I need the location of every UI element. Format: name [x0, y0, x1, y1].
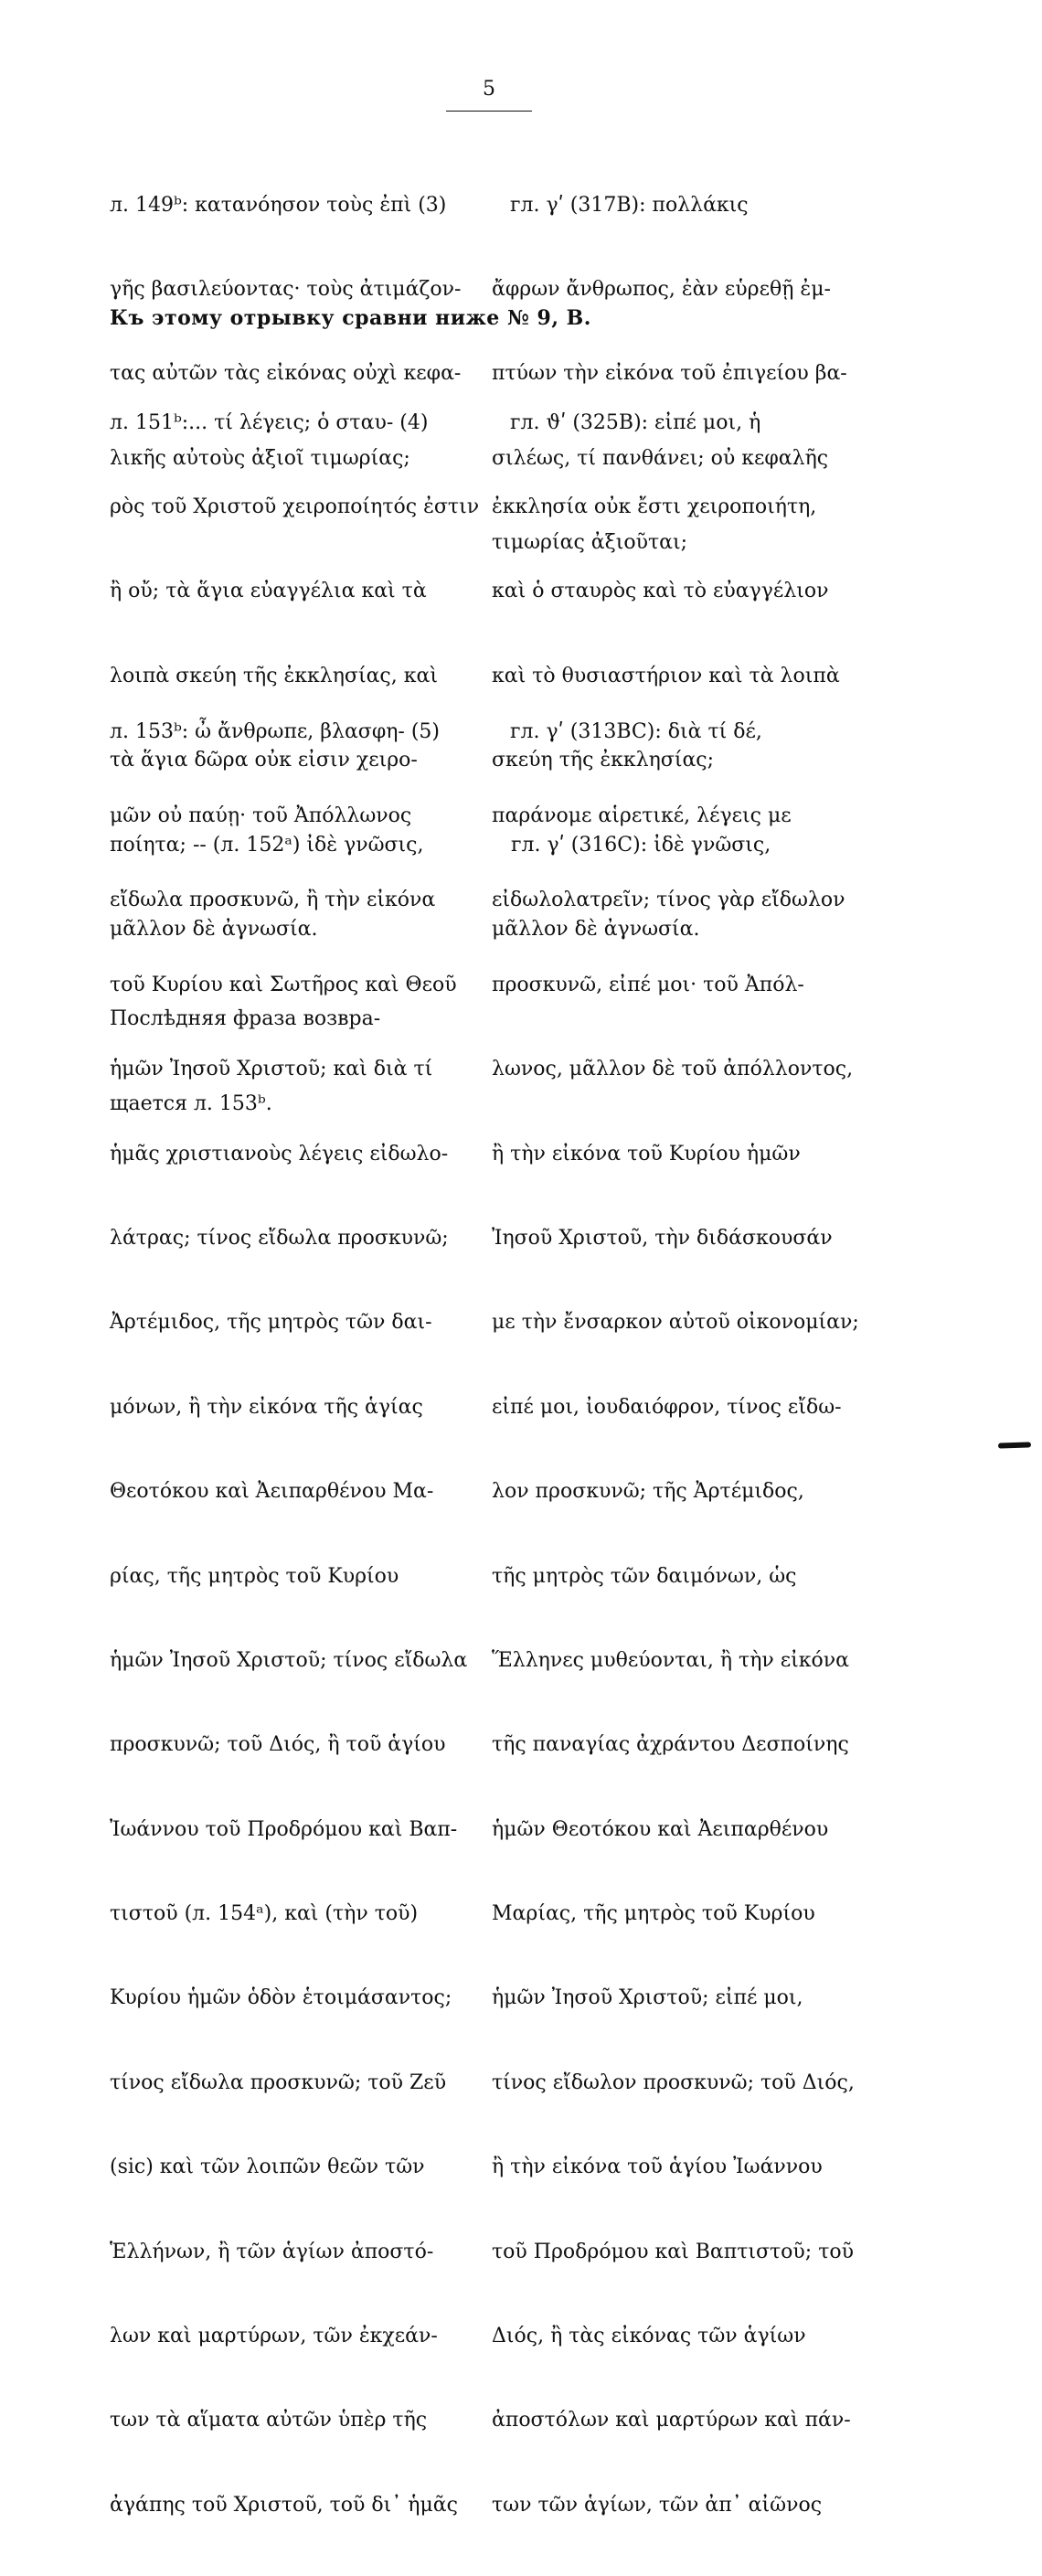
text-line: μόνων, ἢ τὴν εἰκόνα τῆς ἁγίας — [110, 1395, 423, 1419]
text-line: τῆς μητρὸς τῶν δαιμόνων, ὡς — [492, 1564, 797, 1588]
text-line: των τὰ αἵματα αὐτῶν ὑπὲρ τῆς — [110, 2409, 428, 2432]
text-line: γῆς βασιλεύοντας· τοὺς ἀτιμάζον- — [110, 277, 462, 301]
text-line: гл. γʹ (313BC): διὰ τί δέ, — [510, 719, 762, 743]
margin-ink-mark — [998, 1442, 1031, 1448]
text-line: σκεύη τῆς ἐκκλησίας; — [492, 749, 715, 772]
text-line: л. 149ᵇ: κατανόησον τοὺς ἐπὶ (3) — [110, 193, 447, 217]
text-line: λοιπὰ σκεύη τῆς ἐκκλησίας, καὶ — [110, 664, 438, 687]
text-line: τοῦ Προδρόμου καὶ Βαπτιστοῦ; τοῦ — [492, 2240, 854, 2263]
text-line: Διός, ἢ τὰς εἰκόνας τῶν ἁγίων — [492, 2325, 806, 2348]
text-line: гл. γʹ (316C): ἰδὲ γνῶσις, — [492, 833, 771, 857]
text-line: καὶ τὸ θυσιαστήριον καὶ τὰ λοιπὰ — [492, 664, 840, 687]
text-line: λον προσκυνῶ; τῆς Ἀρτέμιδος, — [492, 1480, 804, 1504]
text-line: ἡμᾶς χριστιανοὺς λέγεις εἰδωλο- — [110, 1142, 449, 1166]
text-line: ἢ οὔ; τὰ ἅγια εὐαγγέλια καὶ τὰ — [110, 580, 427, 603]
text-line: ποίητα; -- (л. 152ᵃ) ἰδὲ γνῶσις, — [110, 833, 424, 857]
text-line: ἡμῶν Θεοτόκου καὶ Ἀειπαρθένου — [492, 1817, 829, 1841]
text-line: προσκυνῶ, εἰπέ μοι· τοῦ Ἀπόλ- — [492, 973, 804, 996]
passage-5-right-column — [492, 662, 876, 2576]
text-line: Μαρίας, τῆς μητρὸς τοῦ Κυρίου — [492, 1902, 815, 1926]
text-line: ἡμῶν Ἰησοῦ Χριστοῦ; τίνος εἴδωλα — [110, 1648, 468, 1672]
text-line: τὰ ἅγια δῶρα οὐκ εἰσιν χειρο- — [110, 749, 418, 772]
text-line: εἰδωλολατρεῖν; τίνος γὰρ εἴδωλον — [492, 889, 845, 912]
passage-4-note-line: Послѣдняя фраза возвра- — [110, 1007, 381, 1031]
text-line: Ἰησοῦ Χριστοῦ, τὴν διδάσκουσάν — [492, 1226, 833, 1250]
page-number: 5 — [483, 78, 495, 101]
passage-3-cross-reference-note: Къ этому отрывку сравни ниже № 9, B. — [110, 306, 591, 330]
text-line: Ἕλληνες μυθεύονται, ἢ τὴν εἰκόνα — [492, 1648, 850, 1672]
text-line: ρὸς τοῦ Χριστοῦ χειροποίητός ἐστιν — [110, 495, 480, 518]
text-line: ἢ τὴν εἰκόνα τοῦ ἁγίου Ἰωάννου — [492, 2156, 823, 2179]
text-line: τίνος εἴδωλα προσκυνῶ; τοῦ Ζεῦ — [110, 2070, 447, 2094]
text-line: λικῆς αὐτοὺς ἀξιοῖ τιμωρίας; — [110, 446, 410, 470]
text-line: ἀποστόλων καὶ μαρτύρων καὶ πάν- — [492, 2409, 851, 2432]
text-line: λωνος, μᾶλλον δὲ τοῦ ἀπόλλοντος, — [492, 1058, 854, 1081]
text-line: εἴδωλα προσκυνῶ, ἢ τὴν εἰκόνα — [110, 889, 436, 912]
text-line: л. 153ᵇ: ὦ ἄνθρωπε, βλασφη- (5) — [110, 719, 440, 743]
text-line: μᾶλλον δὲ ἀγνωσία. — [110, 917, 318, 941]
text-line: ἀγάπης τοῦ Χριστοῦ, τοῦ δι᾽ ἡμᾶς — [110, 2493, 458, 2517]
passage-5 — [110, 662, 876, 2517]
text-line: τιστοῦ (л. 154ᵃ), καὶ (τὴν τοῦ) — [110, 1902, 419, 1926]
text-line: ἐκκλησία οὐκ ἔστι χειροποιήτη, — [492, 495, 817, 518]
text-line: παράνομε αἱρετικέ, λέγεις με — [492, 804, 792, 827]
passage-4-note-line: щается л. 153ᵇ. — [110, 1091, 272, 1115]
text-line: Ἰωάννου τοῦ Προδρόμου καὶ Βαπ- — [110, 1817, 458, 1841]
text-line: ἢ τὴν εἰκόνα τοῦ Κυρίου ἡμῶν — [492, 1142, 801, 1166]
text-line: τοῦ Κυρίου καὶ Σωτῆρος καὶ Θεοῦ — [110, 973, 457, 996]
text-line: л. 151ᵇ:... τί λέγεις; ὁ σταυ- (4) — [110, 410, 429, 434]
text-line: Θεοτόκου καὶ Ἀειπαρθένου Μα- — [110, 1480, 434, 1504]
text-line: προσκυνῶ; τοῦ Διός, ἢ τοῦ ἁγίου — [110, 1733, 446, 1757]
text-line: ρίας, τῆς μητρὸς τοῦ Κυρίου — [110, 1564, 399, 1588]
text-line: των τῶν ἁγίων, τῶν ἀπ᾽ αἰῶνος — [492, 2493, 823, 2517]
text-line: μῶν οὐ παύῃ· τοῦ Ἀπόλλωνος — [110, 804, 412, 827]
text-line: μᾶλλον δὲ ἀγνωσία. — [492, 917, 700, 941]
passage-5-left-column — [110, 662, 492, 2576]
text-line: гл. γʹ (317B): πολλάκις — [510, 193, 749, 217]
text-line: πτύων τὴν εἰκόνα τοῦ ἐπιγείου βα- — [492, 362, 847, 386]
text-line: τῆς παναγίας ἀχράντου Δεσποίνης — [492, 1733, 849, 1757]
text-line: λάτρας; τίνος εἴδωλα προσκυνῶ; — [110, 1226, 449, 1250]
text-line: τας αὐτῶν τὰς εἰκόνας οὐχὶ κεφα- — [110, 362, 462, 386]
text-line: Ἀρτέμιδος, τῆς μητρὸς τῶν δαι- — [110, 1311, 432, 1335]
text-line: Ἑλλήνων, ἢ τῶν ἁγίων ἀποστό- — [110, 2240, 434, 2263]
text-line: τιμωρίας ἀξιοῦται; — [492, 531, 688, 555]
text-line: τίνος εἴδωλον προσκυνῶ; τοῦ Διός, — [492, 2070, 855, 2094]
text-line: гл. ϑʹ (325B): εἰπέ μοι, ἡ — [510, 410, 761, 434]
text-line: με τὴν ἔνσαρκον αὐτοῦ οἰκονομίαν; — [492, 1311, 859, 1335]
text-line: καὶ ὁ σταυρὸς καὶ τὸ εὐαγγέλιον — [492, 580, 829, 603]
header-rule — [446, 111, 532, 112]
text-line: Κυρίου ἡμῶν ὁδὸν ἑτοιμάσαντος; — [110, 1986, 452, 2010]
text-line: ἄφρων ἄνθρωπος, ἐὰν εὑρεθῇ ἐμ- — [492, 277, 831, 301]
text-line: σιλέως, τί πανθάνει; οὐ κεφαλῆς — [492, 446, 829, 470]
text-line: ἡμῶν Ἰησοῦ Χριστοῦ; καὶ διὰ τί — [110, 1058, 433, 1081]
text-line: εἰπέ μοι, ἰουδαιόφρον, τίνος εἴδω- — [492, 1395, 842, 1419]
text-line: (sic) καὶ τῶν λοιπῶν θεῶν τῶν — [110, 2156, 425, 2179]
text-line: ἡμῶν Ἰησοῦ Χριστοῦ; εἰπέ μοι, — [492, 1986, 803, 2010]
text-line: λων καὶ μαρτύρων, τῶν ἐκχεάν- — [110, 2325, 438, 2348]
